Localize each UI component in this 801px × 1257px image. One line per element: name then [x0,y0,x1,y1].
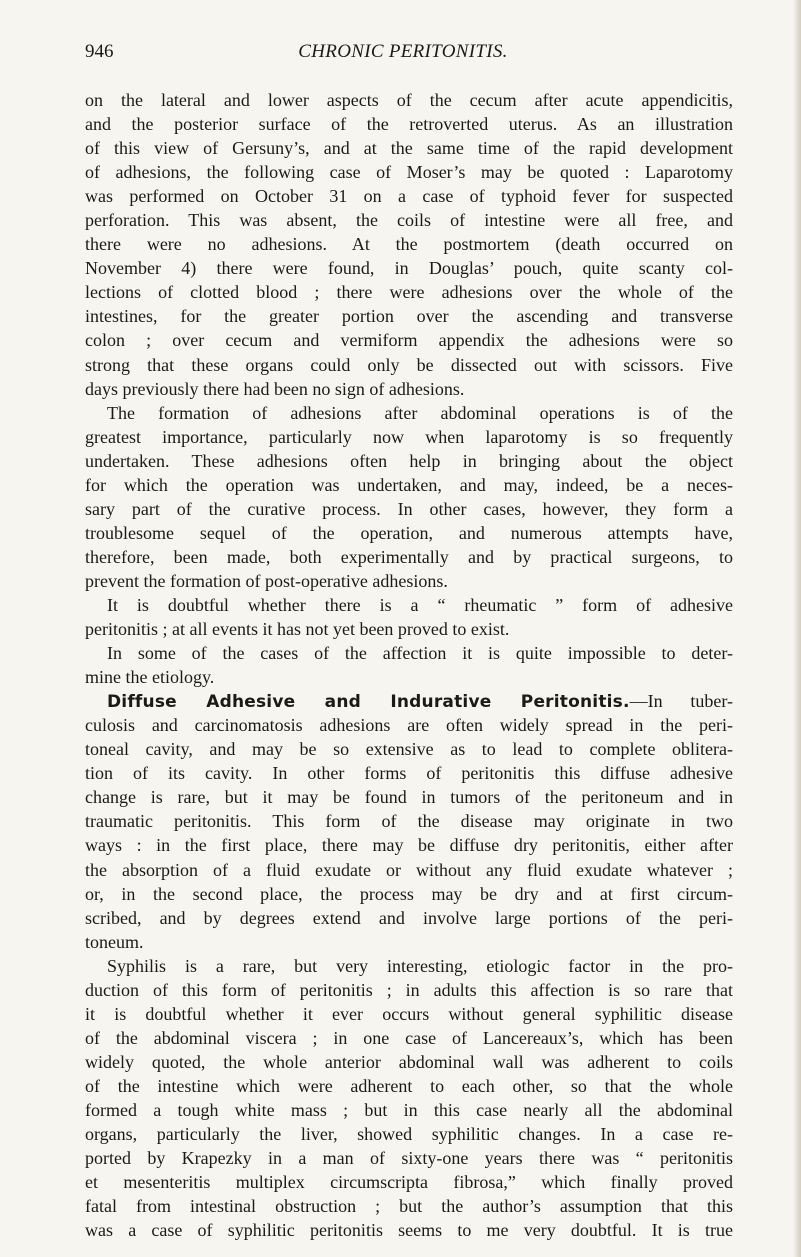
text-line [85,882,733,906]
text-line [85,449,733,473]
line-text: on the lateral and lower aspects of the cecum after acute appendicitis, [85,90,733,110]
line-text: days previously there had been no sign of adhesions. [85,378,465,399]
line-text: and the posterior surface of the retroverted uterus. As an illustration [85,114,733,135]
line-text: —In tuber- [629,691,733,712]
page-number: 946 [85,41,114,62]
line-text: et mesenteritis multiplex circumscripta fibrosa,” which finally proved [85,1172,733,1193]
text-line [85,978,733,1002]
text-line [85,1098,733,1122]
text-line [85,1122,733,1146]
body-text [85,88,733,1242]
line-text: mine the etiology. [85,667,215,688]
line-text: change is rare, but it may be found in tumors of the peritoneum and in [85,787,733,808]
text-line [85,1050,733,1074]
line-text: formed a tough white mass ; but in this case nearly all the abdominal [85,1099,733,1120]
text-line [85,256,733,280]
line-text: of the intestine which were adherent to each other, so that the whole [85,1075,733,1096]
text-line [85,88,733,112]
page-edge-shadow [793,0,801,1257]
text-line [85,377,733,401]
text-line [85,112,733,136]
line-text: In some of the cases of the affection it is quite impossible to deter- [107,643,733,664]
line-text: ways : in the first place, there may be diffuse dry peritonitis, either after [85,835,733,856]
text-line [85,1170,733,1194]
line-text: was performed on October 31 on a case of typhoid fever for suspected [85,186,733,207]
line-text: perforation. This was absent, the coils of intestine were all free, and [85,210,733,231]
line-text: culosis and carcinomatosis adhesions are often widely spread in the peri- [85,715,733,736]
text-line [85,401,733,425]
line-text: colon ; over cecum and vermiform appendix the adhesions were so [85,330,733,351]
line-text: or, in the second place, the process may be dry and at first circum- [85,883,733,904]
line-text: duction of this form of peritonitis ; in adults this affection is so rare that [85,979,733,1000]
text-line [85,304,733,328]
text-line [85,569,733,593]
text-line [85,617,733,641]
line-text: undertaken. These adhesions often help in bringing about the object [85,450,733,471]
text-line [85,930,733,954]
line-text: prevent the formation of post-operative adhesions. [85,570,448,591]
line-text: of this view of Gersuny’s, and at the same time of the rapid development [85,138,733,159]
text-line [85,906,733,930]
text-line [85,785,733,809]
text-line [85,425,733,449]
line-text: of adhesions, the following case of Moser’s may be quoted : Laparotomy [85,162,733,183]
text-line [85,665,733,689]
text-line [85,833,733,857]
text-line [85,593,733,617]
line-text: was a case of syphilitic peritonitis seems to me very doubtful. It is true [85,1220,733,1241]
text-line [85,160,733,184]
text-line [85,641,733,665]
line-text: The formation of adhesions after abdominal operations is of the [107,402,733,423]
line-text: scribed, and by degrees extend and involve large portions of the peri- [85,907,733,928]
text-line [85,353,733,377]
line-text: there were no adhesions. At the postmortem (death occurred on [85,234,733,255]
text-line [85,737,733,761]
line-text: it is doubtful whether it ever occurs without general syphilitic disease [85,1003,733,1024]
line-text: the absorption of a fluid exudate or without any fluid exudate whatever ; [85,859,733,880]
line-text: troublesome sequel of the operation, and numerous attempts have, [85,522,733,543]
text-line [85,136,733,160]
text-line [85,809,733,833]
text-line [85,1194,733,1218]
line-text: for which the operation was undertaken, and may, indeed, be a neces- [85,474,733,495]
line-text: November 4) there were found, in Douglas’ pouch, quite scanty col- [85,258,733,279]
line-text: peritonitis ; at all events it has not yet been proved to exist. [85,619,510,640]
line-text: toneum. [85,931,144,952]
line-text: widely quoted, the whole anterior abdominal wall was adherent to coils [85,1051,733,1072]
line-text: strong that these organs could only be dissected out with scissors. Five [85,354,733,375]
text-line [85,521,733,545]
line-text: sary part of the curative process. In other cases, however, they form a [85,498,733,519]
text-line [85,1146,733,1170]
text-line [85,328,733,352]
text-line [85,497,733,521]
text-line [85,473,733,497]
line-text: It is doubtful whether there is a “ rheumatic ” form of adhesive [107,594,733,615]
text-line [85,280,733,304]
running-title: CHRONIC PERITONITIS. [298,41,508,62]
line-text: tion of its cavity. In other forms of peritonitis this diffuse adhesive [85,763,733,784]
line-text: traumatic peritonitis. This form of the disease may originate in two [85,811,733,832]
text-line [85,1002,733,1026]
section-heading: Diffuse Adhesive and Indurative Peritonitis. [107,692,630,713]
text-line [85,184,733,208]
line-text: greatest importance, particularly now when laparotomy is so frequently [85,426,733,447]
text-line [85,1074,733,1098]
line-text: Syphilis is a rare, but very interesting, etiologic factor in the pro- [107,955,733,976]
line-text: fatal from intestinal obstruction ; but the author’s assumption that this [85,1196,733,1217]
line-text: lections of clotted blood ; there were adhesions over the whole of the [85,282,733,303]
text-line [85,858,733,882]
text-line [85,545,733,569]
line-text: therefore, been made, both experimentally and by practical surgeons, to [85,546,733,567]
line-text: organs, particularly the liver, showed syphilitic changes. In a case re- [85,1124,733,1145]
running-header [85,41,721,65]
text-line [85,232,733,256]
line-text: of the abdominal viscera ; in one case of Lancereaux’s, which has been [85,1027,733,1048]
text-line [85,208,733,232]
text-line [85,1218,733,1242]
line-text: toneal cavity, and may be so extensive as to lead to complete oblitera- [85,739,733,760]
text-line [85,689,733,713]
text-line [85,713,733,737]
line-text: intestines, for the greater portion over the ascending and transverse [85,306,733,327]
text-line [85,761,733,785]
text-line [85,1026,733,1050]
line-text: ported by Krapezky in a man of sixty-one years there was “ peritonitis [85,1148,733,1169]
text-line [85,954,733,978]
